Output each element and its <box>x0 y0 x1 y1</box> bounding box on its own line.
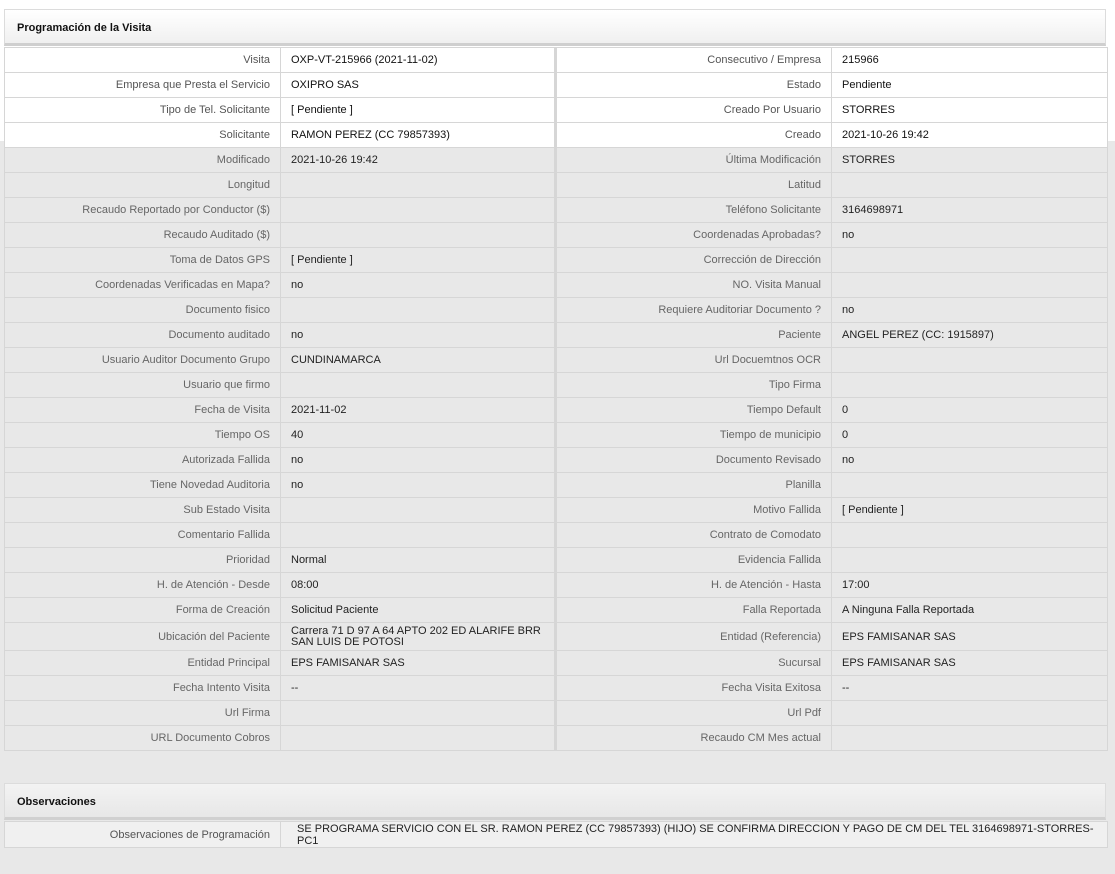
field-label: Tiempo Default <box>556 398 832 423</box>
field-label: Tipo Firma <box>556 373 832 398</box>
field-label: Url Docuemtnos OCR <box>556 348 832 373</box>
field-label: Teléfono Solicitante <box>556 198 832 223</box>
section-header-observaciones: Observaciones <box>4 783 1106 820</box>
field-label: Modificado <box>5 148 281 173</box>
field-label: Falla Reportada <box>556 598 832 623</box>
field-value <box>832 173 1108 198</box>
field-value <box>281 523 556 548</box>
detail-row <box>5 548 1108 573</box>
field-value <box>281 701 556 726</box>
field-label: Coordenadas Aprobadas? <box>556 223 832 248</box>
field-value: 0 <box>832 423 1108 448</box>
field-label: Consecutivo / Empresa <box>556 48 832 73</box>
field-label: Fecha Intento Visita <box>5 676 281 701</box>
field-value: no <box>281 473 556 498</box>
field-value: EPS FAMISANAR SAS <box>832 623 1108 651</box>
field-value <box>832 548 1108 573</box>
detail-row <box>5 448 1108 473</box>
detail-row <box>5 498 1108 523</box>
field-label: Prioridad <box>5 548 281 573</box>
detail-row <box>5 573 1108 598</box>
field-label: URL Documento Cobros <box>5 726 281 751</box>
field-value: 17:00 <box>832 573 1108 598</box>
observaciones-value: SE PROGRAMA SERVICIO CON EL SR. RAMON PEREZ (CC 79857393) (HIJO) SE CONFIRMA DIRECCION Y PAGO DE CM DEL TEL 3164698971-STORRES-PC1 <box>281 822 1108 848</box>
field-label: Creado Por Usuario <box>556 98 832 123</box>
field-label: Contrato de Comodato <box>556 523 832 548</box>
field-value: no <box>832 448 1108 473</box>
observaciones-label: Observaciones de Programación <box>5 822 281 848</box>
field-value: no <box>832 298 1108 323</box>
field-label: Forma de Creación <box>5 598 281 623</box>
field-value <box>832 473 1108 498</box>
field-value: ANGEL PEREZ (CC: 1915897) <box>832 323 1108 348</box>
detail-row <box>5 822 1108 848</box>
field-value: EPS FAMISANAR SAS <box>281 651 556 676</box>
detail-row <box>5 248 1108 273</box>
field-value: 08:00 <box>281 573 556 598</box>
field-value: 3164698971 <box>832 198 1108 223</box>
field-label: Entidad (Referencia) <box>556 623 832 651</box>
section-header-programacion: Programación de la Visita <box>4 9 1106 46</box>
field-label: Url Firma <box>5 701 281 726</box>
field-value: 2021-10-26 19:42 <box>281 148 556 173</box>
detail-row <box>5 523 1108 548</box>
field-label: Paciente <box>556 323 832 348</box>
field-value: 2021-11-02 <box>281 398 556 423</box>
detail-row <box>5 598 1108 623</box>
detail-row <box>5 701 1108 726</box>
field-label: Solicitante <box>5 123 281 148</box>
field-value: 40 <box>281 423 556 448</box>
field-label: Comentario Fallida <box>5 523 281 548</box>
detail-row <box>5 726 1108 751</box>
address-line-1: Carrera 71 D 97 A 64 APTO 202 ED ALARIFE BRR <box>291 624 541 637</box>
field-label: Toma de Datos GPS <box>5 248 281 273</box>
detail-row <box>5 298 1108 323</box>
field-label: Visita <box>5 48 281 73</box>
field-label: Tipo de Tel. Solicitante <box>5 98 281 123</box>
field-label: Usuario Auditor Documento Grupo <box>5 348 281 373</box>
field-label: Empresa que Presta el Servicio <box>5 73 281 98</box>
detail-row <box>5 323 1108 348</box>
field-value <box>281 173 556 198</box>
field-label: Coordenadas Verificadas en Mapa? <box>5 273 281 298</box>
detail-row <box>5 348 1108 373</box>
field-value: 215966 <box>832 48 1108 73</box>
field-value: Pendiente <box>832 73 1108 98</box>
field-label: Recaudo CM Mes actual <box>556 726 832 751</box>
field-label: Entidad Principal <box>5 651 281 676</box>
field-label: Documento fisico <box>5 298 281 323</box>
field-label: Sub Estado Visita <box>5 498 281 523</box>
field-label: Planilla <box>556 473 832 498</box>
field-label: Documento auditado <box>5 323 281 348</box>
detail-row <box>5 173 1108 198</box>
detail-row <box>5 423 1108 448</box>
detail-row <box>5 373 1108 398</box>
detail-row <box>5 148 1108 173</box>
field-value <box>281 726 556 751</box>
field-value: STORRES <box>832 148 1108 173</box>
field-value <box>832 523 1108 548</box>
field-label: Recaudo Reportado por Conductor ($) <box>5 198 281 223</box>
field-label: Longitud <box>5 173 281 198</box>
field-value <box>281 298 556 323</box>
field-label: Creado <box>556 123 832 148</box>
field-value <box>832 373 1108 398</box>
field-value <box>832 726 1108 751</box>
field-label: Ubicación del Paciente <box>5 623 281 651</box>
field-value <box>281 373 556 398</box>
field-value: 2021-10-26 19:42 <box>832 123 1108 148</box>
detail-row <box>5 198 1108 223</box>
field-value: no <box>832 223 1108 248</box>
field-value: Normal <box>281 548 556 573</box>
field-value: [ Pendiente ] <box>281 248 556 273</box>
field-value: A Ninguna Falla Reportada <box>832 598 1108 623</box>
field-value: -- <box>281 676 556 701</box>
field-value: CUNDINAMARCA <box>281 348 556 373</box>
field-value: 0 <box>832 398 1108 423</box>
field-label: Última Modificación <box>556 148 832 173</box>
field-label: NO. Visita Manual <box>556 273 832 298</box>
field-value: STORRES <box>832 98 1108 123</box>
field-label: Latitud <box>556 173 832 198</box>
field-value: no <box>281 273 556 298</box>
detail-row <box>5 73 1108 98</box>
field-label: Recaudo Auditado ($) <box>5 223 281 248</box>
field-value <box>281 498 556 523</box>
field-value: no <box>281 448 556 473</box>
detail-row <box>5 273 1108 298</box>
field-label: Sucursal <box>556 651 832 676</box>
field-value <box>281 198 556 223</box>
field-value: OXP-VT-215966 (2021-11-02) <box>281 48 556 73</box>
detail-row <box>5 223 1108 248</box>
detail-row <box>5 48 1108 73</box>
detail-row <box>5 98 1108 123</box>
field-label: H. de Atención - Desde <box>5 573 281 598</box>
field-value: Solicitud Paciente <box>281 598 556 623</box>
field-value <box>832 701 1108 726</box>
field-value <box>832 348 1108 373</box>
field-label: Usuario que firmo <box>5 373 281 398</box>
field-label: Fecha de Visita <box>5 398 281 423</box>
field-value <box>832 273 1108 298</box>
field-value: -- <box>832 676 1108 701</box>
field-label: Estado <box>556 73 832 98</box>
field-value: OXIPRO SAS <box>281 73 556 98</box>
detail-row <box>5 623 1108 651</box>
detail-row <box>5 651 1108 676</box>
detail-row <box>5 398 1108 423</box>
field-value: EPS FAMISANAR SAS <box>832 651 1108 676</box>
field-value: no <box>281 323 556 348</box>
field-label: Autorizada Fallida <box>5 448 281 473</box>
detail-row <box>5 123 1108 148</box>
observaciones-table <box>4 821 1108 848</box>
field-label: Tiempo de municipio <box>556 423 832 448</box>
field-label: H. de Atención - Hasta <box>556 573 832 598</box>
field-value <box>281 223 556 248</box>
field-label: Requiere Auditoriar Documento ? <box>556 298 832 323</box>
visit-details-table <box>4 47 1108 751</box>
field-label: Tiene Novedad Auditoria <box>5 473 281 498</box>
field-label: Evidencia Fallida <box>556 548 832 573</box>
field-value: [ Pendiente ] <box>832 498 1108 523</box>
field-value: [ Pendiente ] <box>281 98 556 123</box>
field-label: Documento Revisado <box>556 448 832 473</box>
detail-row <box>5 473 1108 498</box>
field-value <box>832 248 1108 273</box>
field-label: Url Pdf <box>556 701 832 726</box>
address-line-2: SAN LUIS DE POTOSI <box>291 635 404 648</box>
detail-row <box>5 676 1108 701</box>
field-label: Motivo Fallida <box>556 498 832 523</box>
field-value <box>281 623 556 651</box>
field-label: Fecha Visita Exitosa <box>556 676 832 701</box>
field-value: RAMON PEREZ (CC 79857393) <box>281 123 556 148</box>
field-label: Corrección de Dirección <box>556 248 832 273</box>
field-label: Tiempo OS <box>5 423 281 448</box>
